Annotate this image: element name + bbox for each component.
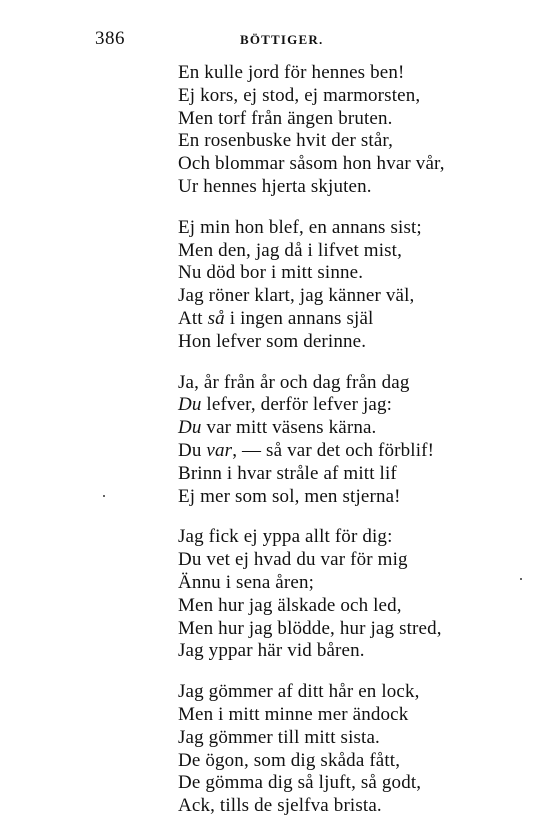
poem-line: Ack, tills de sjelfva brista. [178, 795, 382, 817]
print-speck [520, 578, 522, 580]
poem-line: En kulle jord för hennes ben! [178, 62, 405, 83]
poem-line: Du var mitt väsens kärna. [178, 417, 377, 439]
emphasis: Du [178, 394, 202, 416]
poem-line: Ja, år från år och dag från dag [178, 371, 410, 393]
running-head: BÖTTIGER. [240, 32, 324, 47]
poem-line: Men torf från ängen bruten. [178, 107, 393, 129]
stanza-2 [178, 217, 538, 354]
poem-line: Ej mer som sol, men stjerna! [178, 485, 401, 507]
poem-line: Men i mitt minne mer ändock [178, 703, 409, 725]
poem-line: De ögon, som dig skåda fått, [178, 749, 401, 771]
print-speck [103, 495, 105, 497]
poem-line: Ej min hon blef, en annans sist; [178, 216, 422, 238]
poem-line: Nu död bor i mitt sinne. [178, 262, 364, 284]
poem-line: Men hur jag blödde, hur jag stred, [178, 617, 442, 639]
poem-line: Brinn i hvar stråle af mitt lif [178, 462, 397, 484]
poem-line: Jag gömmer till mitt sista. [178, 726, 380, 748]
poem-line: De gömma dig så ljuft, så godt, [178, 772, 422, 794]
emphasis: var [206, 439, 233, 461]
poem-line: Jag fick ej yppa allt för dig: [178, 526, 393, 548]
page-number: 386 [95, 28, 125, 49]
poem-line: Och blommar såsom hon hvar vår, [178, 153, 445, 175]
stanza-4 [178, 526, 538, 663]
poem-line: Du var, — så var det och förblif! [178, 439, 435, 461]
stanza-1 [178, 62, 538, 199]
poem-line: Du lefver, derför lefver jag: [178, 394, 393, 416]
poem-line: Att så i ingen annans själ [178, 307, 374, 329]
poem-line: Hon lefver som derinne. [178, 330, 367, 352]
poem-line: Du vet ej hvad du var för mig [178, 549, 408, 571]
poem-line: Jag yppar här vid båren. [178, 640, 365, 662]
poem-line: Ur hennes hjerta skjuten. [178, 175, 372, 197]
poem-line: Jag röner klart, jag känner väl, [178, 285, 415, 307]
poem-line: Men hur jag älskade och led, [178, 594, 402, 616]
emphasis: så [207, 307, 225, 329]
poem-line: En rosenbuske hvit der står, [178, 130, 394, 152]
emphasis: Du [178, 417, 202, 439]
stanza-3 [178, 372, 538, 509]
poem-line: Ej kors, ej stod, ej marmorsten, [178, 84, 421, 106]
poem-line: Men den, jag då i lifvet mist, [178, 239, 403, 261]
poem-line: Ännu i sena åren; [178, 571, 315, 593]
stanza-5 [178, 681, 538, 818]
poem-line: Jag gömmer af ditt hår en lock, [178, 681, 420, 703]
poem [178, 62, 538, 836]
